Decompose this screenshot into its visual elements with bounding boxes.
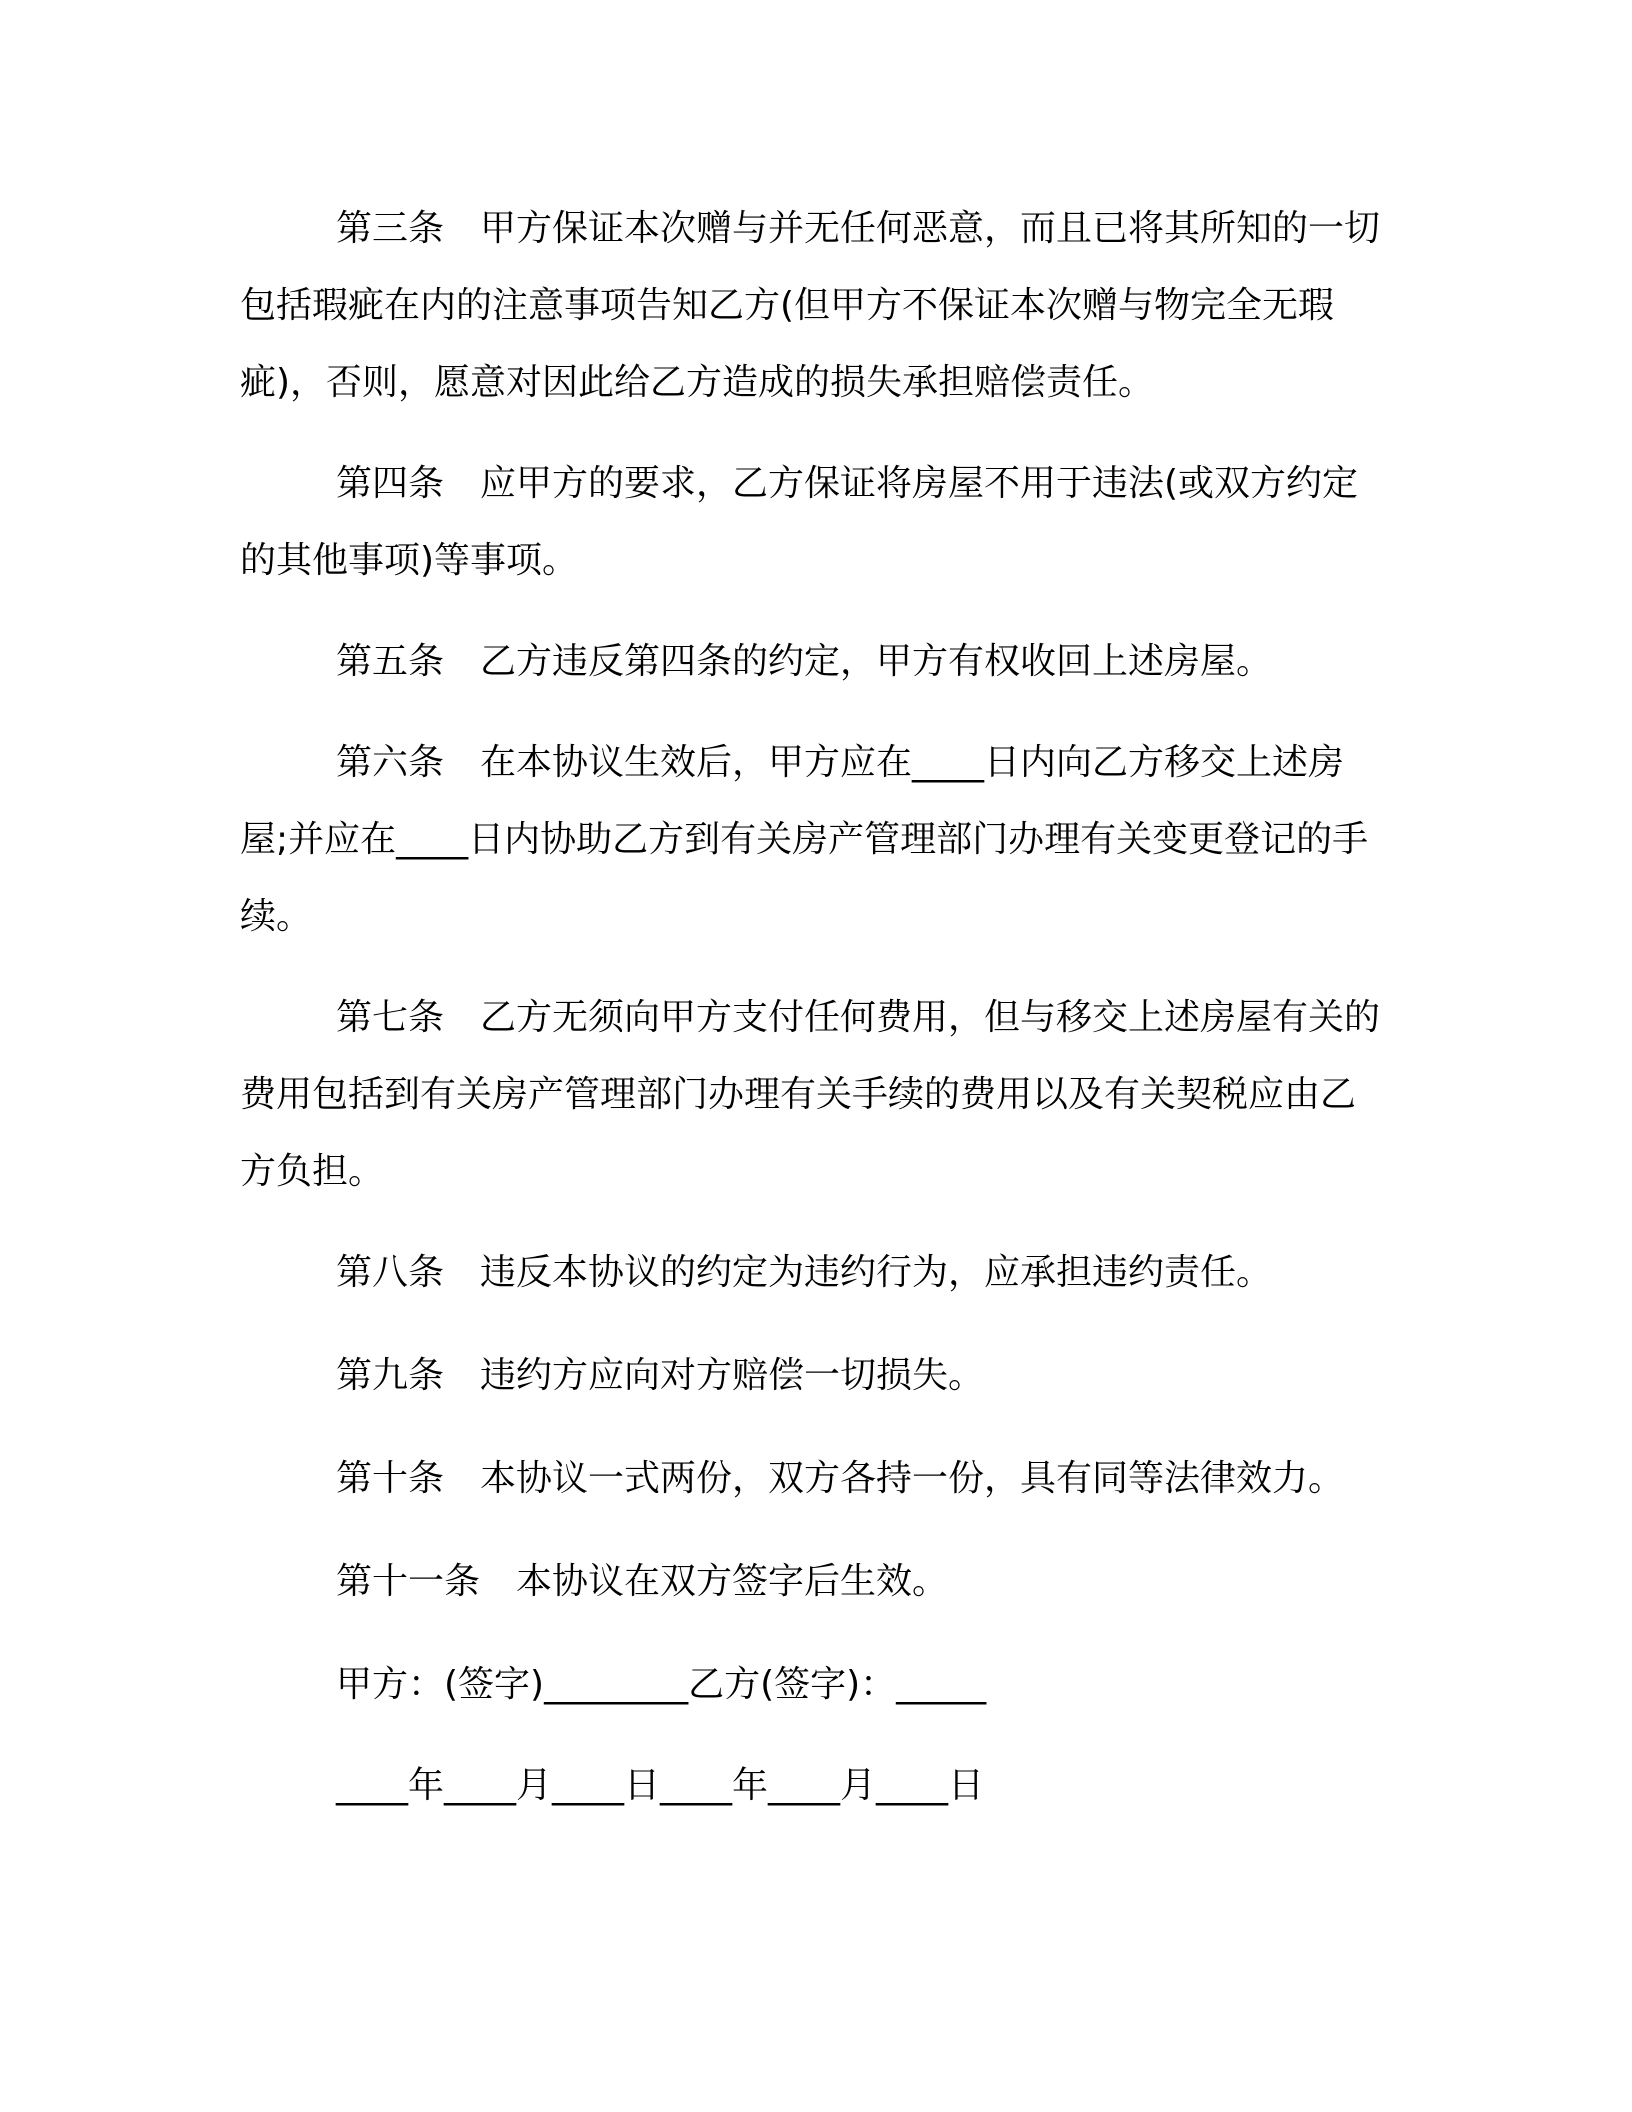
date-line: ____年____月____日____年____月____日 [336,1765,985,1806]
article-7: 第七条 乙方无须向甲方支付任何费用，但与移交上述房屋有关的费用包括到有关房产管理部门办理有关手续的费用以及有关契税应由乙方负担。 [240,997,1381,1192]
article-10: 第十条 本协议一式两份，双方各持一份，具有同等法律效力。 [336,1458,1345,1499]
article-6: 第六条 在本协议生效后，甲方应在____日内向乙方移交上述房屋;并应在____日内协助乙方到有关房产管理部门办理有关变更登记的手续。 [240,742,1369,937]
document-body [240,190,1384,1824]
article-5: 第五条 乙方违反第四条的约定，甲方有权收回上述房屋。 [336,641,1273,682]
signature-line: 甲方：(签字)________乙方(签字)：_____ [336,1664,987,1705]
article-3: 第三条 甲方保证本次赠与并无任何恶意，而且已将其所知的一切包括瑕疵在内的注意事项告知乙方(但甲方不保证本次赠与物完全无瑕疵)，否则，愿意对因此给乙方造成的损失承担赔偿责任。 [240,208,1381,403]
article-11: 第十一条 本协议在双方签字后生效。 [336,1561,949,1602]
article-9: 第九条 违约方应向对方赔偿一切损失。 [336,1355,985,1396]
article-8: 第八条 违反本协议的约定为违约行为，应承担违约责任。 [336,1252,1273,1293]
article-4: 第四条 应甲方的要求，乙方保证将房屋不用于违法(或双方约定的其他事项)等事项。 [240,463,1359,581]
